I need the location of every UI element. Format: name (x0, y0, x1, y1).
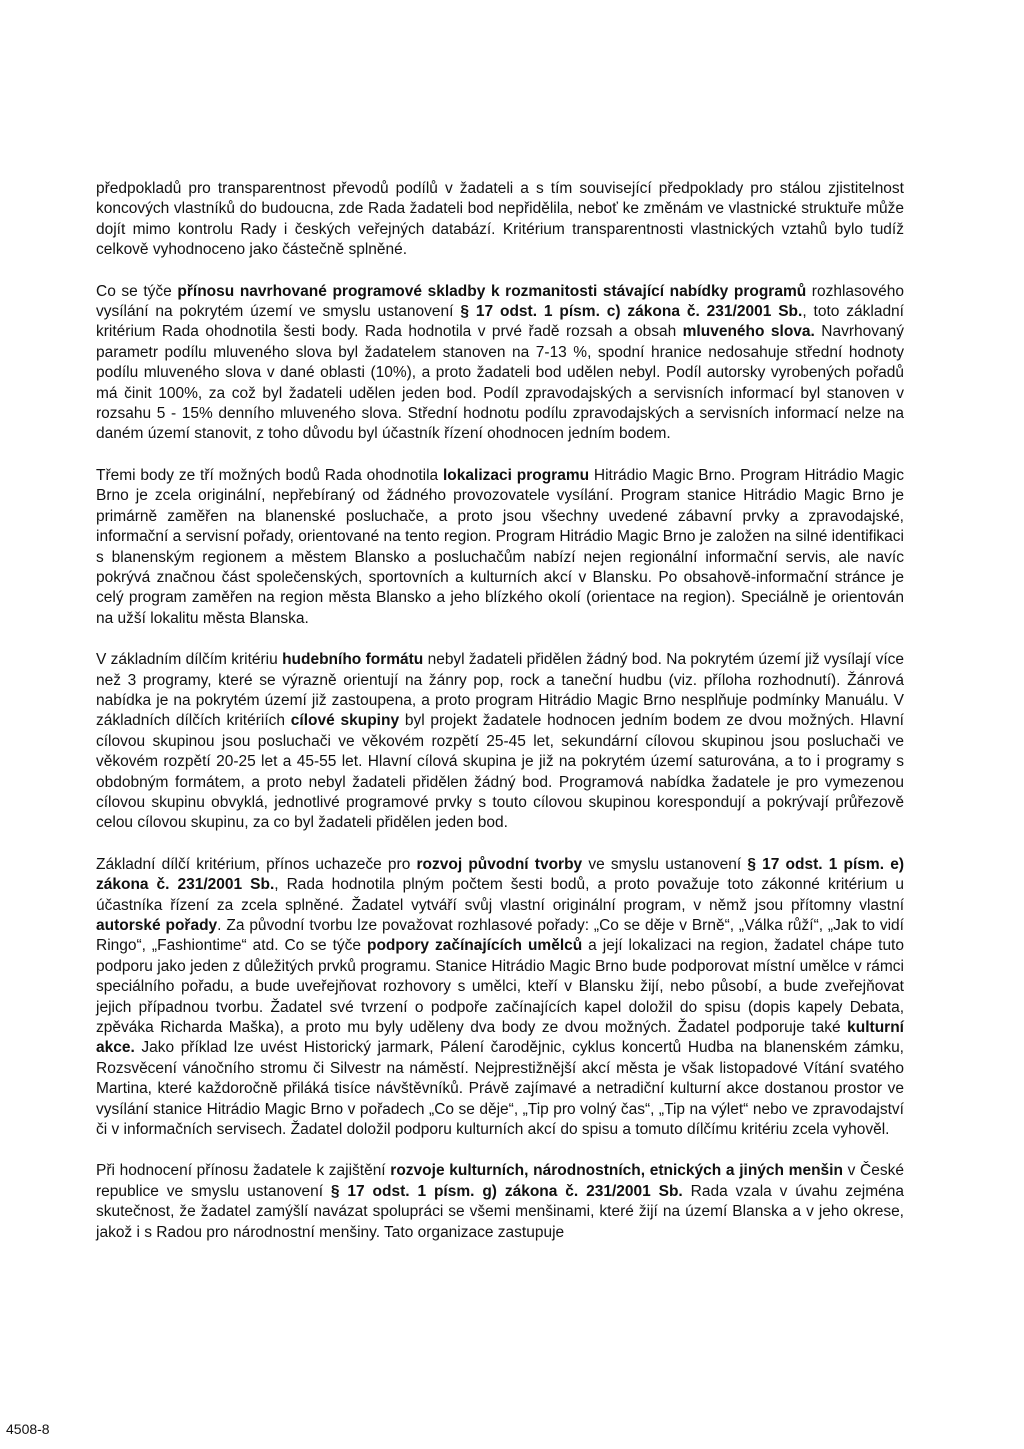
document-body (96, 179, 904, 1264)
paragraph-5 (96, 855, 904, 1141)
emphasized-text: § 17 odst. 1 písm. e) zákona č. 231/2001 Sb. (96, 855, 904, 894)
emphasized-text: hudebního formátu (282, 651, 424, 669)
text-run: , Rada hodnotila plným počtem šesti bodů, a proto považuje toto zákonné kritérium u účastníka řízení za zcela splněné. Žadatel vytváří svůj vlastní originální program, v němž jsou přítomny vlastní (96, 876, 904, 914)
emphasized-text: lokalizaci programu (443, 466, 590, 484)
text-run: Třemi body ze tří možných bodů Rada ohodnotila (96, 466, 443, 484)
emphasized-text: podpory začínajících umělců (367, 937, 583, 955)
emphasized-text: mluveného slova. (682, 323, 815, 341)
paragraph-6 (96, 1161, 904, 1243)
text-run: Hitrádio Magic Brno. Program Hitrádio Magic Brno je zcela originální, nepřebíraný od žádného provozovatele vysílání. Program stanice Hitrádio Magic Brno je primárně zaměřen na blanenské posluchače, a proto jsou všechny uvedené zábavní prvky a zpravodajské, informační a servisní pořady, orientované na tento region. Program Hitrádio Magic Brno je založen na silné identifikaci s blanenským regionem a městem Blansko a posluchačům nabízí nejen regionální informační servis, ale navíc pokrývá značnou část společenských, sportovních a kulturních akcí v Blansku. Po obsahově-informační stránce je celý program zaměřen na region města Blansko a jeho blízkého okolí (orientace na region). Speciálně je orientován na užší lokalitu města Blanska. (96, 466, 904, 627)
text-run: nebyl žadateli přidělen žádný bod. Na pokrytém území již vysílají více než 3 programy, které se výrazně orientují na žánry pop, rock a taneční hudbu (viz. příloha rozhodnutí). Žánrová nabídka je na pokrytém území již zastoupena, a proto program Hitrádio Magic Brno nesplňuje podmínky Manuálu. V základních dílčích kritériích (96, 651, 904, 730)
text-run: ve smyslu ustanovení (582, 855, 748, 873)
paragraph-4 (96, 650, 904, 834)
text-run: a její lokalizaci na region, žadatel chápe tuto podporu jako jeden z důležitých prvků programu. Stanice Hitrádio Magic Brno bude podporovat místní umělce v rámci speciálního pořadu, a bude uveřejňovat rozhovory s umělci, kteří v Blansku žijí, nebo působí, a bude zveřejňovat jejich případnou tvorbu. Žadatel své tvrzení o podpoře začínajících kapel doložil do spisu (dopis kapely Debata, zpěváka Richarda Maška), a proto mu byly uděleny dva body ze dvou možných. Žadatel podporuje také (96, 937, 904, 1037)
emphasized-text: kulturní akce. (96, 1019, 904, 1057)
text-run: Základní dílčí kritérium, přínos uchazeče pro (96, 855, 417, 873)
text-run: . Za původní tvorbu lze považovat rozhlasové pořady: „Co se děje v Brně“, „Válka růží“, „Jak to vidí Ringo“, „Fashiontime“ atd. Co se týče (96, 917, 904, 955)
paragraph-2 (96, 282, 904, 445)
text-run: předpokladů pro transparentnost převodů podílů v žadateli a s tím související předpoklady pro stálou zjistitelnost koncových vlastníků do budoucna, zde Rada žadateli bod nepřidělila, neboť ke změnám ve vlastnické struktuře může dojít mimo kontrolu Rady i českých veřejných databází. Kritérium transparentnosti vlastnických vztahů bylo tudíž celkově vyhodnoceno jako částečně splněné. (96, 180, 904, 259)
text-run: Navrhovaný parametr podílu mluveného slova byl žadatelem stanoven na 7-13 %, spodní hranice nedosahuje střední hodnoty podílu mluveného slova v dané oblasti (10%), a proto žadateli bod udělen nebyl. Podíl autorsky vyrobených pořadů má činit 100%, za což byl žadateli udělen jeden bod. Podíl zpravodajských a servisních informací byl stanoven v rozsahu 5 - 15% denního mluveného slova. Střední hodnotu podílu zpravodajských a servisních informací nelze na daném území stanovit, z toho důvodu byl účastník řízení ohodnocen jedním bodem. (96, 323, 905, 443)
text-run: Při hodnocení přínosu žadatele k zajištění (96, 1162, 391, 1180)
paragraph-3 (96, 466, 904, 629)
text-run: rozhlasového vysílání na pokrytém území ve smyslu ustanovení (96, 282, 904, 321)
text-run: Jako příklad lze uvést Historický jarmark, Pálení čarodějnic, cyklus koncertů Hudba na blanenském zámku, Rozsvěcení vánočního stromu či Silvestr na náměstí. Nejprestižnější akcí města je však listopadové Vítání svatého Martina, které každoročně přiláká tisíce návštěvníků. Právě zajímavé a netradiční kulturní akce dostanou prostor ve vysílání stanice Hitrádio Magic Brno v pořadech „Co se děje“, „Tip pro volný čas“, „Tip na výlet“ nebo ve zpravodajství či v informačních servisech. Žadatel doložil podporu kulturních akcí do spisu a tomuto dílčímu kritériu zcela vyhověl. (96, 1039, 904, 1139)
emphasized-text: § 17 odst. 1 písm. g) zákona č. 231/2001 Sb. (330, 1182, 683, 1200)
emphasized-text: rozvoje kulturních, národnostních, etnických a jiných menšin (390, 1162, 843, 1180)
text-run: v České republice ve smyslu ustanovení (96, 1162, 904, 1200)
page-code: 4508-8 (6, 1421, 50, 1437)
text-run: , toto základní kritérium Rada ohodnotila šesti body. Rada hodnotila v prvé řadě rozsah a obsah (96, 303, 904, 341)
text-run: Rada vzala v úvahu zejména skutečnost, že žadatel zamýšlí navázat spolupráci se všemi menšinami, které žijí na území Blanska a v jeho okrese, jakož i s Radou pro národnostní menšiny. Tato organizace zastupuje (96, 1182, 904, 1241)
emphasized-text: rozvoj původní tvorby (416, 855, 583, 873)
text-run: byl projekt žadatele hodnocen jedním bodem ze dvou možných. Hlavní cílovou skupinou jsou posluchači ve věkovém rozpětí 25-45 let, sekundární cílovou skupinou jsou posluchači ve věkovém rozpětí 20-25 let a 45-55 let. Hlavní cílová skupina je již na pokrytém území saturována, a to i programy s obdobným formátem, a proto nebyl žadateli přidělen žádný bod. Programová nabídka žadatele je pro vymezenou cílovou skupinu obvyklá, jednotlivé programové prvky s touto cílovou skupinou korespondují a pokrývají průřezově celou cílovou skupinu, za co byl žadateli přidělen jeden bod. (96, 712, 904, 832)
text-run: V základním dílčím kritériu (96, 651, 283, 669)
paragraph-1 (96, 179, 904, 261)
emphasized-text: § 17 odst. 1 písm. c) zákona č. 231/2001 Sb. (460, 303, 803, 321)
emphasized-text: přínosu navrhované programové skladby k rozmanitosti stávající nabídky programů (177, 282, 807, 300)
emphasized-text: autorské pořady (96, 917, 218, 934)
emphasized-text: cílové skupiny (290, 712, 400, 730)
text-run: Co se týče (96, 282, 178, 300)
